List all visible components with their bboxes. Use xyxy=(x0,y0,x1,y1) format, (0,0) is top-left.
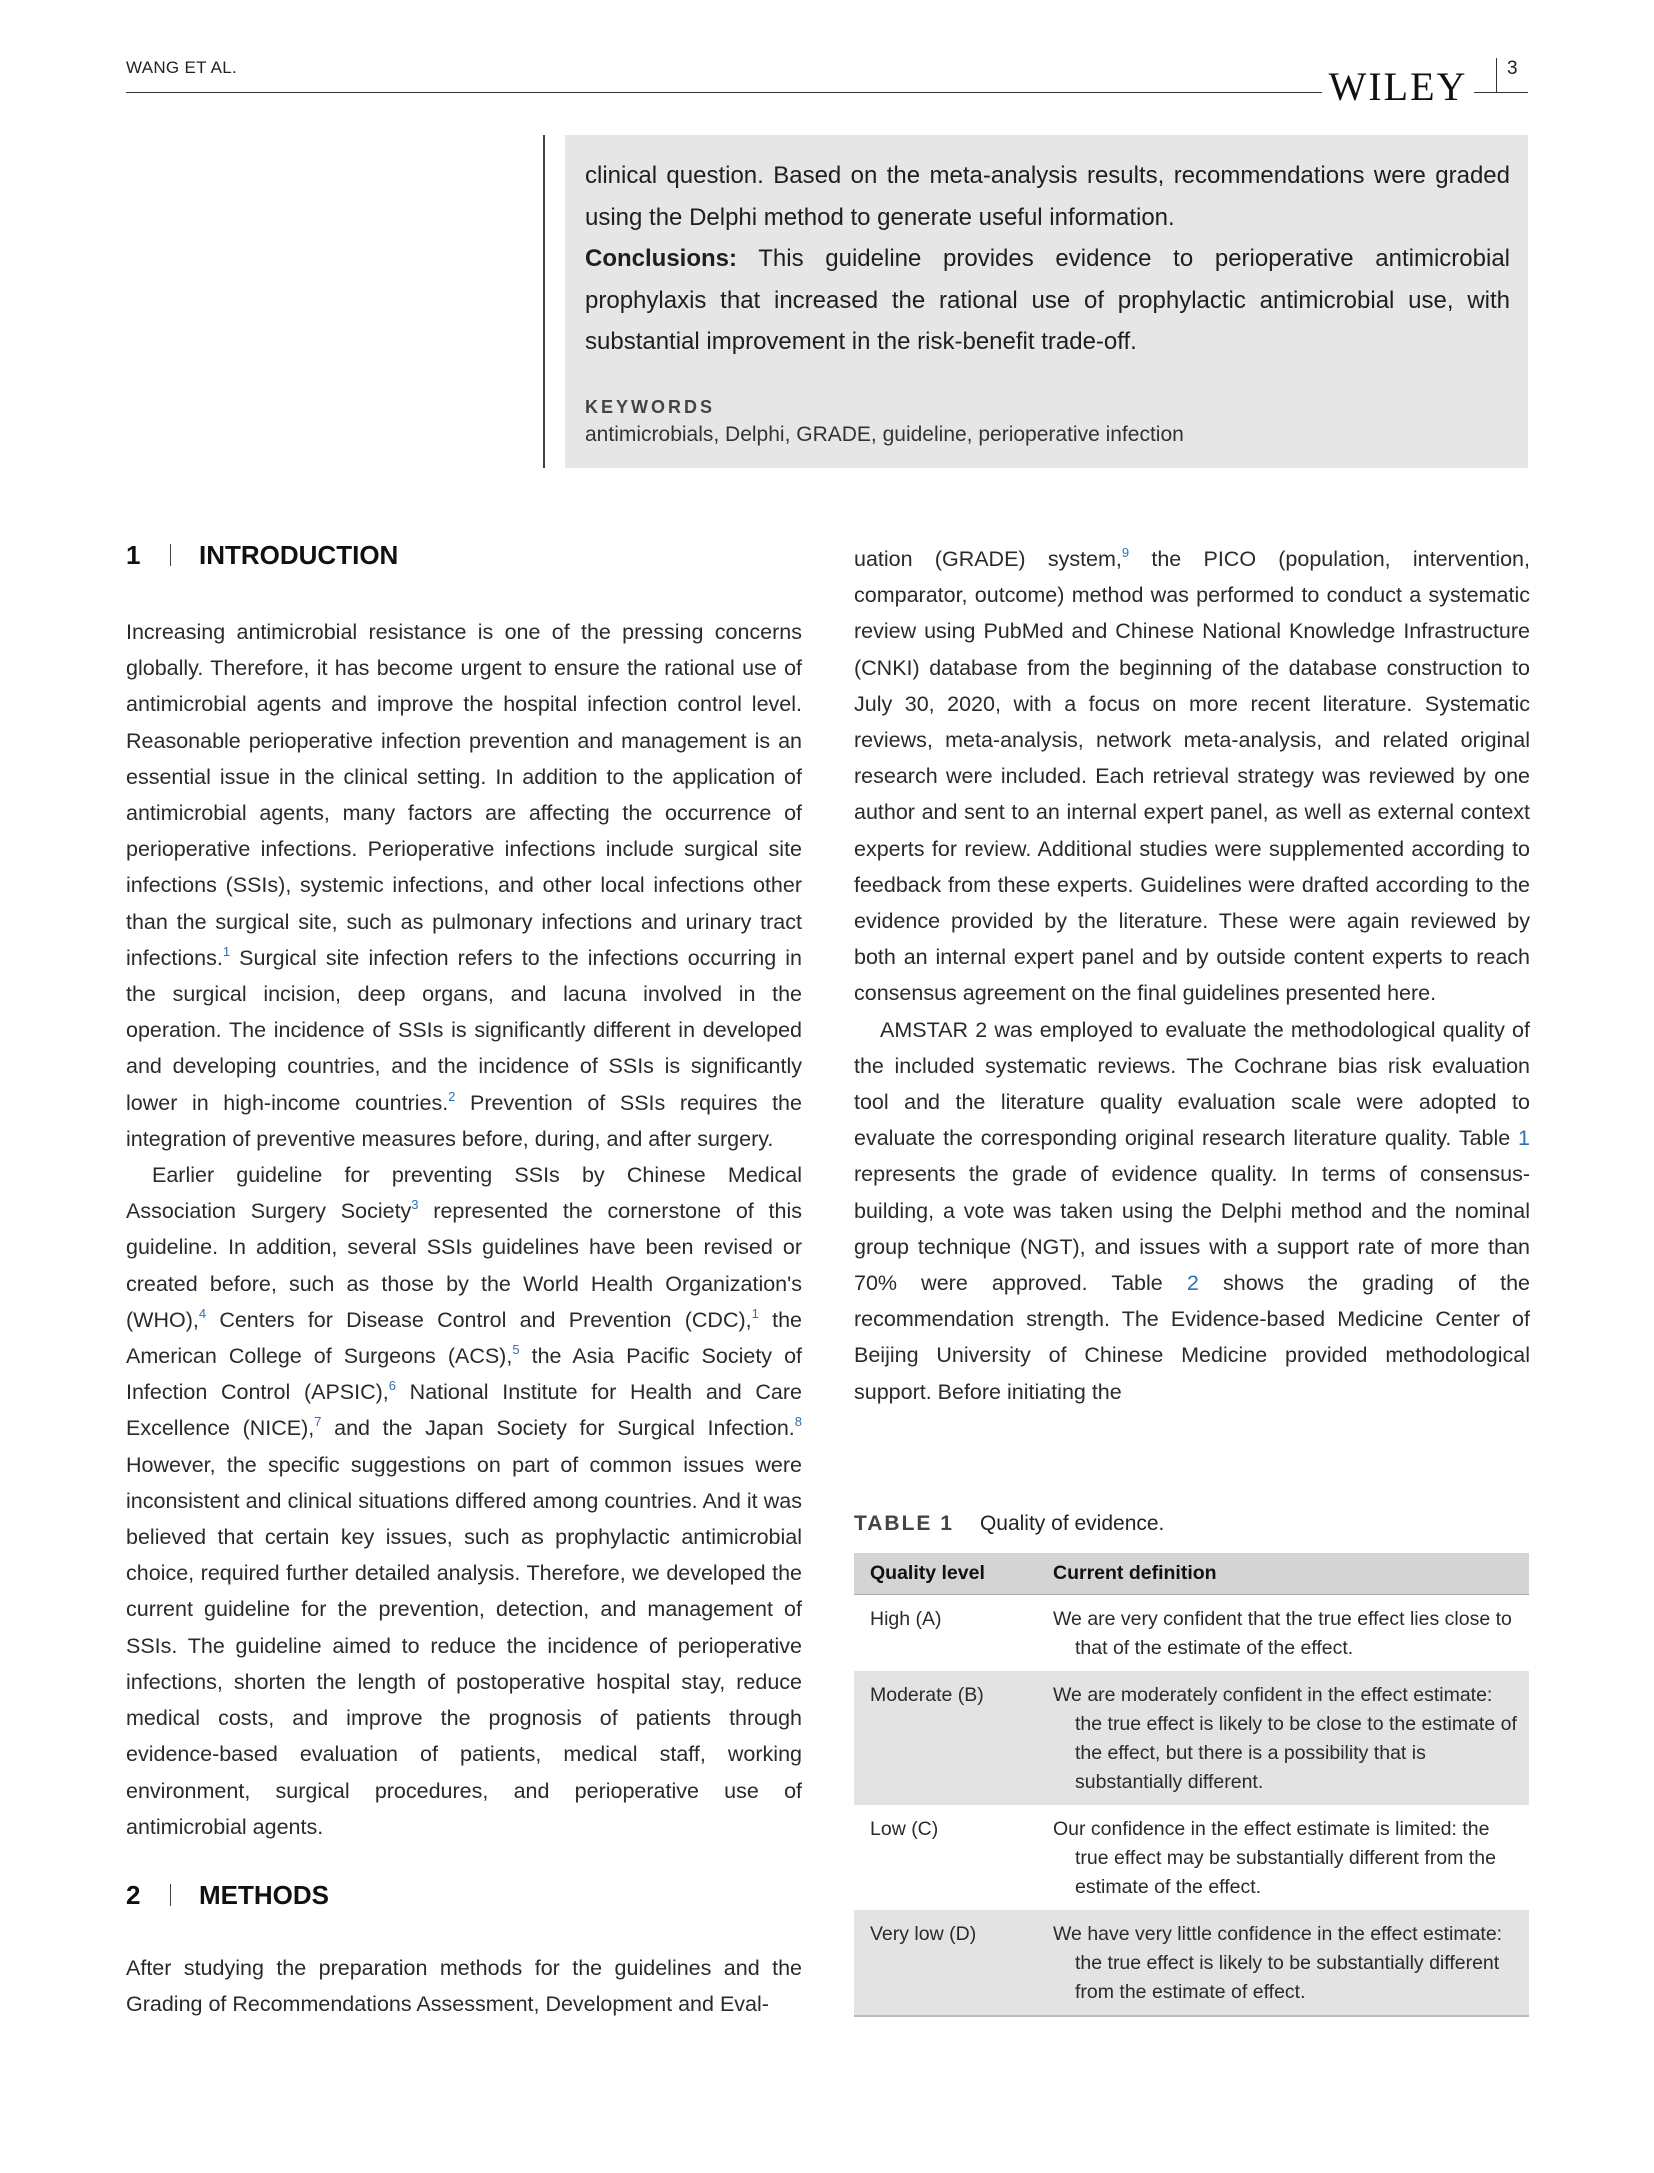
table-row xyxy=(854,1910,1529,2016)
section-number: 2 xyxy=(126,1880,141,1910)
section-title: INTRODUCTION xyxy=(199,540,399,570)
citation-ref[interactable]: 3 xyxy=(411,1197,419,1213)
introduction-body xyxy=(126,614,802,1845)
column-header: Current definition xyxy=(1053,1553,1529,1595)
intro-paragraph-1: Increasing antimicrobial resistance is one of the pressing concerns globally. Therefore, it has become urgent to ensure the rational use of antimicrobial agents and improve the hospital infection control level. Reasonable perioperative infection prevention and management is an essential issue in the clinical setting. In addition to the application of antimicrobial agents, many factors are affecting the occurrence of perioperative infections. Perioperative infections include surgical site infections (SSIs), systemic infections, and other local infections other than the surgical site, such as pulmonary infections and urinary tract infections.$^1$ Surgical site infection refers to the infections occurring in the surgical incision, deep organs, and lacuna involved in the operation. The incidence of SSIs is significantly different in developed and developing countries, and the incidence of SSIs is significantly lower in high-income countries.$^2$ Prevention of SSIs requires the integration of preventive measures before, during, and after surgery. xyxy=(126,620,802,1151)
citation-ref[interactable]: 7 xyxy=(314,1414,322,1430)
heading-separator xyxy=(170,1884,171,1906)
running-head-author: WANG ET AL. xyxy=(126,58,237,77)
table-header-row xyxy=(854,1553,1529,1595)
citation-ref[interactable]: 2 xyxy=(448,1088,456,1104)
definition-cell: We are moderately confident in the effect estimate: the true effect is likely to be close to the estimate of the effect, but there is a possibility that is substantially different. xyxy=(1053,1684,1517,1793)
table-caption-text: Quality of evidence. xyxy=(979,1512,1165,1535)
keywords-list: antimicrobials, Delphi, GRADE, guideline, perioperative infection xyxy=(585,423,1184,446)
citation-ref[interactable]: 4 xyxy=(198,1305,207,1321)
definition-cell: We are very confident that the true effect lies close to that of the estimate of the effect. xyxy=(1053,1608,1512,1659)
quality-level-cell: Moderate (B) xyxy=(854,1671,1053,1805)
definition-cell: We have very little confidence in the effect estimate: the true effect is likely to be substantially different from the estimate of effect. xyxy=(1053,1923,1503,2003)
table-row xyxy=(854,1595,1529,1672)
quality-level-cell: High (A) xyxy=(870,1608,942,1630)
citation-ref[interactable]: 9 xyxy=(1121,545,1130,560)
citation-ref[interactable]: 6 xyxy=(388,1378,396,1394)
methods-paragraph-start: After studying the preparation methods for the guidelines and the Grading of Recommendations Assessment, Development and Eval- xyxy=(126,1956,802,2017)
quality-of-evidence-table xyxy=(854,1553,1529,2017)
conclusions-label: Conclusions: xyxy=(585,245,738,272)
methods-body-left xyxy=(126,1950,802,2022)
citation-ref[interactable]: 8 xyxy=(794,1414,802,1430)
header-rule xyxy=(126,92,1528,93)
section-heading-methods xyxy=(126,1880,329,1911)
table-link[interactable]: 1 xyxy=(1518,1126,1530,1151)
table-row xyxy=(854,1805,1529,1910)
keywords-title: KEYWORDS xyxy=(585,397,716,417)
abstract-text xyxy=(585,155,1510,363)
table-link[interactable]: 2 xyxy=(1186,1271,1199,1296)
table-caption xyxy=(854,1512,1164,1536)
section-number: 1 xyxy=(126,540,141,570)
citation-ref[interactable]: 1 xyxy=(222,943,231,959)
citation-ref[interactable]: 1 xyxy=(751,1305,759,1321)
header-separator xyxy=(1496,58,1497,92)
definition-cell: Our confidence in the effect estimate is limited: the true effect may be substantially different from the estimate of the effect. xyxy=(1053,1818,1496,1898)
intro-paragraph-2: Earlier guideline for preventing SSIs by Chinese Medical Association Surgery Society$^3$ represented the cornerstone of this guideline. In addition, several SSIs guidelines have been revised or created before, such as those by the World Health Organization's (WHO),$^4$ Centers for Disease Control and Prevention (CDC),$^1$ the American College of Surgeons (ACS),$^5$ the Asia Pacific Society of Infection Control (APSIC),$^6$ National Institute for Health and Care Excellence (NICE),$^7$ and the Japan Society for Surgical Infection.$^8$ However, the specific suggestions on part of common issues were inconsistent and clinical situations differed among countries. And it was believed that certain key issues, such as prophylactic antimicrobial choice, required further detailed analysis. Therefore, we developed the current guideline for the prevention, detection, and management of SSIs. The guideline aimed to reduce the incidence of perioperative infections, shorten the length of postoperative hospital stay, reduce medical costs, and improve the prognosis of patients through evidence-based evaluation of patients, medical staff, working environment, surgical procedures, and perioperative use of antimicrobial agents. xyxy=(126,1163,803,1839)
quality-level-cell: Very low (D) xyxy=(854,1910,1053,2016)
abstract-side-rule xyxy=(543,135,545,468)
table-row xyxy=(854,1671,1529,1805)
abstract-conclusions xyxy=(585,238,1510,363)
methods-paragraph-2: AMSTAR 2 was employed to evaluate the methodological quality of the included systematic reviews. The Cochrane bias risk evaluation tool and the literature quality evaluation scale were adopted to evaluate the corresponding original research literature quality. Table 1 represents the grade of evidence quality. In terms of consensus-building, a vote was taken using the Delphi method and the nominal group technique (NGT), and issues with a support rate of more than 70% were approved. Table 2 shows the grading of the recommendation strength. The Evidence-based Medicine Center of Beijing University of Chinese Medicine provided methodological support. Before initiating the xyxy=(854,1017,1530,1404)
page-number: 3 xyxy=(1507,58,1518,79)
publisher-logo: WILEY xyxy=(1322,62,1474,112)
abstract-continuation: clinical question. Based on the meta-analysis results, recommendations were graded using the Delphi method to generate useful information. xyxy=(585,162,1510,231)
citation-ref[interactable]: 5 xyxy=(512,1342,520,1358)
table-label: TABLE 1 xyxy=(854,1512,954,1535)
quality-level-cell: Low (C) xyxy=(870,1818,939,1840)
abstract-box xyxy=(565,135,1528,468)
column-header: Quality level xyxy=(854,1553,1053,1595)
section-heading-introduction xyxy=(126,540,398,571)
methods-body-right xyxy=(854,541,1530,1410)
section-title: METHODS xyxy=(199,1880,329,1910)
heading-separator xyxy=(170,544,171,566)
conclusions-text: This guideline provides evidence to perioperative antimicrobial prophylaxis that increased the rational use of prophylactic antimicrobial use, with substantial improvement in the risk-benefit trade-off. xyxy=(585,245,1510,355)
methods-paragraph-1-cont: uation (GRADE) system,$^9$ the PICO (population, intervention, comparator, outcome) method was performed to conduct a systematic review using PubMed and Chinese National Knowledge Infrastructure (CNKI) database from the beginning of the database construction to July 30, 2020, with a focus on more recent literature. Systematic reviews, meta-analysis, network meta-analysis, and related original research were included. Each retrieval strategy was reviewed by one author and sent to an internal expert panel, as well as external context experts for review. Additional studies were supplemented according to feedback from these experts. Guidelines were drafted according to the evidence provided by the literature. These were again reviewed by both an internal expert panel and by outside content experts to reach consensus agreement on the final guidelines presented here. xyxy=(854,545,1530,1006)
